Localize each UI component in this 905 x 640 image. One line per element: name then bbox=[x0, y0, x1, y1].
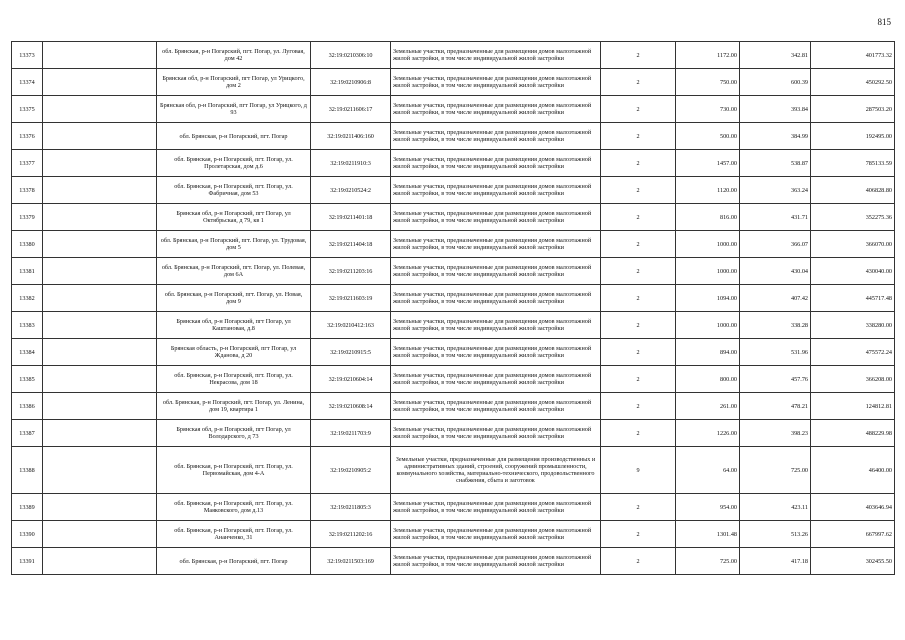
cadastral-value-cell: 366070.00 bbox=[811, 231, 895, 258]
table-row bbox=[12, 420, 895, 447]
use-group-code-cell: 2 bbox=[601, 123, 676, 150]
use-group-code-cell: 2 bbox=[601, 339, 676, 366]
table-row bbox=[12, 42, 895, 69]
area-cell: 816.00 bbox=[676, 204, 740, 231]
cadastral-value-cell: 403646.94 bbox=[811, 494, 895, 521]
cadastral-value-cell: 475572.24 bbox=[811, 339, 895, 366]
use-group-code-cell: 2 bbox=[601, 258, 676, 285]
address-cell: Брянская обл, р-н Погарский, пгт Погар, ул Урицкого, дом 2 bbox=[157, 69, 311, 96]
land-use-cell: Земельные участки, предназначенные для размещения домов малоэтажной жилой застройки, в том числе индивидуальной жилой застройки bbox=[391, 494, 601, 521]
cadastral-value-cell: 401773.32 bbox=[811, 42, 895, 69]
use-group-code-cell: 2 bbox=[601, 366, 676, 393]
blank-cell bbox=[43, 420, 157, 447]
blank-cell bbox=[43, 231, 157, 258]
specific-value-cell: 423.11 bbox=[740, 494, 811, 521]
blank-cell bbox=[43, 96, 157, 123]
area-cell: 1000.00 bbox=[676, 231, 740, 258]
cadastral-value-cell: 46400.00 bbox=[811, 447, 895, 494]
land-use-cell: Земельные участки, предназначенные для размещения домов малоэтажной жилой застройки, в том числе индивидуальной жилой застройки bbox=[391, 521, 601, 548]
cadastral-value-table bbox=[11, 41, 895, 575]
row-number-cell: 13379 bbox=[12, 204, 43, 231]
blank-cell bbox=[43, 447, 157, 494]
use-group-code-cell: 2 bbox=[601, 420, 676, 447]
area-cell: 64.00 bbox=[676, 447, 740, 494]
address-cell: Брянская обл, р-н Погарский, пгт Погар, ул Каштановая, д.8 bbox=[157, 312, 311, 339]
specific-value-cell: 513.26 bbox=[740, 521, 811, 548]
area-cell: 1457.00 bbox=[676, 150, 740, 177]
address-cell: обл. Брянская, р-н Погарский, пгт. Погар, ул. Первомайская, дом 4-А bbox=[157, 447, 311, 494]
use-group-code-cell: 2 bbox=[601, 494, 676, 521]
row-number-cell: 13385 bbox=[12, 366, 43, 393]
blank-cell bbox=[43, 150, 157, 177]
table-row bbox=[12, 96, 895, 123]
area-cell: 261.00 bbox=[676, 393, 740, 420]
area-cell: 954.00 bbox=[676, 494, 740, 521]
address-cell: обл. Брянская, р-н Погарский, пгт. Погар, ул. Луговая, дом 42 bbox=[157, 42, 311, 69]
use-group-code-cell: 2 bbox=[601, 231, 676, 258]
cadastral-value-cell: 450292.50 bbox=[811, 69, 895, 96]
use-group-code-cell: 2 bbox=[601, 96, 676, 123]
blank-cell bbox=[43, 123, 157, 150]
row-number-cell: 13383 bbox=[12, 312, 43, 339]
blank-cell bbox=[43, 366, 157, 393]
cadastral-value-cell: 192495.00 bbox=[811, 123, 895, 150]
row-number-cell: 13389 bbox=[12, 494, 43, 521]
address-cell: Брянская обл, р-н Погарский, пгт Погар, ул Володарского, д 73 bbox=[157, 420, 311, 447]
address-cell: обл. Брянская, р-н Погарский, пгт. Погар, ул. Новая, дом 9 bbox=[157, 285, 311, 312]
row-number-cell: 13390 bbox=[12, 521, 43, 548]
blank-cell bbox=[43, 177, 157, 204]
cadastral-number-cell: 32:19:0210905:2 bbox=[311, 447, 391, 494]
land-use-cell: Земельные участки, предназначенные для размещения домов малоэтажной жилой застройки, в том числе индивидуальной жилой застройки bbox=[391, 177, 601, 204]
area-cell: 1000.00 bbox=[676, 258, 740, 285]
address-cell: обл. Брянская, р-н Погарский, пгт. Погар, ул. Некрасова, дом 18 bbox=[157, 366, 311, 393]
land-use-cell: Земельные участки, предназначенные для размещения домов малоэтажной жилой застройки, в том числе индивидуальной жилой застройки bbox=[391, 393, 601, 420]
table-row bbox=[12, 258, 895, 285]
specific-value-cell: 384.99 bbox=[740, 123, 811, 150]
table-row bbox=[12, 366, 895, 393]
table-row bbox=[12, 312, 895, 339]
land-use-cell: Земельные участки, предназначенные для размещения домов малоэтажной жилой застройки, в том числе индивидуальной жилой застройки bbox=[391, 150, 601, 177]
table-row bbox=[12, 123, 895, 150]
use-group-code-cell: 9 bbox=[601, 447, 676, 494]
cadastral-number-cell: 32:19:0210524:2 bbox=[311, 177, 391, 204]
cadastral-value-cell: 124812.81 bbox=[811, 393, 895, 420]
cadastral-value-cell: 338280.00 bbox=[811, 312, 895, 339]
cadastral-value-cell: 430040.00 bbox=[811, 258, 895, 285]
table-row bbox=[12, 521, 895, 548]
address-cell: обл. Брянская, р-н Погарский, пгт. Погар, ул. Фабричная, дом 53 bbox=[157, 177, 311, 204]
address-cell: Брянская обл, р-н Погарский, пгт Погар, ул Октябрьская, д 79, кв 1 bbox=[157, 204, 311, 231]
table-row bbox=[12, 69, 895, 96]
land-use-cell: Земельные участки, предназначенные для размещения домов малоэтажной жилой застройки, в том числе индивидуальной жилой застройки bbox=[391, 285, 601, 312]
cadastral-number-cell: 32:19:0211406:160 bbox=[311, 123, 391, 150]
specific-value-cell: 407.42 bbox=[740, 285, 811, 312]
row-number-cell: 13374 bbox=[12, 69, 43, 96]
land-use-cell: Земельные участки, предназначенные для размещения домов малоэтажной жилой застройки, в том числе индивидуальной жилой застройки bbox=[391, 204, 601, 231]
address-cell: обл. Брянская, р-н Погарский, пгт. Погар, ул. Трудовая, дом 5 bbox=[157, 231, 311, 258]
specific-value-cell: 363.24 bbox=[740, 177, 811, 204]
land-use-cell: Земельные участки, предназначенные для размещения домов малоэтажной жилой застройки, в том числе индивидуальной жилой застройки bbox=[391, 42, 601, 69]
use-group-code-cell: 2 bbox=[601, 312, 676, 339]
cadastral-value-cell: 302455.50 bbox=[811, 548, 895, 575]
area-cell: 1094.00 bbox=[676, 285, 740, 312]
specific-value-cell: 342.81 bbox=[740, 42, 811, 69]
table-row bbox=[12, 548, 895, 575]
land-use-cell: Земельные участки, предназначенные для размещения домов малоэтажной жилой застройки, в том числе индивидуальной жилой застройки bbox=[391, 69, 601, 96]
table-row bbox=[12, 177, 895, 204]
land-use-cell: Земельные участки, предназначенные для размещения домов малоэтажной жилой застройки, в том числе индивидуальной жилой застройки bbox=[391, 231, 601, 258]
blank-cell bbox=[43, 339, 157, 366]
cadastral-number-cell: 32:19:0211401:18 bbox=[311, 204, 391, 231]
address-cell: обл. Брянская, р-н Погарский, пгт. Погар, ул. Маяковского, дом д.13 bbox=[157, 494, 311, 521]
land-use-cell: Земельные участки, предназначенные для размещения домов малоэтажной жилой застройки, в том числе индивидуальной жилой застройки bbox=[391, 366, 601, 393]
specific-value-cell: 538.87 bbox=[740, 150, 811, 177]
address-cell: обл. Брянская, р-н Погарский, пгт. Погар, ул. Полевая, дом 6А bbox=[157, 258, 311, 285]
area-cell: 800.00 bbox=[676, 366, 740, 393]
use-group-code-cell: 2 bbox=[601, 177, 676, 204]
page-number: 815 bbox=[877, 17, 891, 27]
land-use-cell: Земельные участки, предназначенные для размещения домов малоэтажной жилой застройки, в том числе индивидуальной жилой застройки bbox=[391, 420, 601, 447]
blank-cell bbox=[43, 494, 157, 521]
row-number-cell: 13373 bbox=[12, 42, 43, 69]
blank-cell bbox=[43, 548, 157, 575]
use-group-code-cell: 2 bbox=[601, 548, 676, 575]
blank-cell bbox=[43, 393, 157, 420]
row-number-cell: 13380 bbox=[12, 231, 43, 258]
table-row bbox=[12, 150, 895, 177]
area-cell: 1120.00 bbox=[676, 177, 740, 204]
address-cell: обл. Брянская, р-н Погарский, пгт. Погар, ул. Ленина, дом 19, квартира 1 bbox=[157, 393, 311, 420]
specific-value-cell: 531.96 bbox=[740, 339, 811, 366]
row-number-cell: 13382 bbox=[12, 285, 43, 312]
cadastral-number-cell: 32:19:0211203:16 bbox=[311, 258, 391, 285]
row-number-cell: 13391 bbox=[12, 548, 43, 575]
address-cell: обл. Брянская, р-н Погарский, пгт. Погар bbox=[157, 123, 311, 150]
cadastral-value-cell: 287503.20 bbox=[811, 96, 895, 123]
land-use-cell: Земельные участки, предназначенные для размещения домов малоэтажной жилой застройки, в том числе индивидуальной жилой застройки bbox=[391, 258, 601, 285]
cadastral-number-cell: 32:19:0211606:17 bbox=[311, 96, 391, 123]
cadastral-value-cell: 667997.62 bbox=[811, 521, 895, 548]
row-number-cell: 13378 bbox=[12, 177, 43, 204]
address-cell: Брянская область, р-н Погарский, пгт Погар, ул Жданова, д 20 bbox=[157, 339, 311, 366]
table-row bbox=[12, 393, 895, 420]
cadastral-value-cell: 445717.48 bbox=[811, 285, 895, 312]
cadastral-number-cell: 32:19:0210906:8 bbox=[311, 69, 391, 96]
use-group-code-cell: 2 bbox=[601, 42, 676, 69]
specific-value-cell: 417.18 bbox=[740, 548, 811, 575]
cadastral-value-cell: 352275.36 bbox=[811, 204, 895, 231]
specific-value-cell: 338.28 bbox=[740, 312, 811, 339]
area-cell: 1226.00 bbox=[676, 420, 740, 447]
specific-value-cell: 431.71 bbox=[740, 204, 811, 231]
cadastral-number-cell: 32:19:0210306:10 bbox=[311, 42, 391, 69]
row-number-cell: 13381 bbox=[12, 258, 43, 285]
address-cell: обл. Брянская, р-н Погарский, пгт. Погар, ул. Ананченко, 31 bbox=[157, 521, 311, 548]
row-number-cell: 13388 bbox=[12, 447, 43, 494]
land-use-cell: Земельные участки, предназначенные для размещения домов малоэтажной жилой застройки, в том числе индивидуальной жилой застройки bbox=[391, 96, 601, 123]
address-cell: обл. Брянская, р-н Погарский, пгт. Погар, ул. Пролетарская, дом д.6 bbox=[157, 150, 311, 177]
row-number-cell: 13387 bbox=[12, 420, 43, 447]
row-number-cell: 13376 bbox=[12, 123, 43, 150]
use-group-code-cell: 2 bbox=[601, 393, 676, 420]
specific-value-cell: 398.23 bbox=[740, 420, 811, 447]
blank-cell bbox=[43, 312, 157, 339]
area-cell: 750.00 bbox=[676, 69, 740, 96]
table-row bbox=[12, 285, 895, 312]
area-cell: 1301.48 bbox=[676, 521, 740, 548]
cadastral-number-cell: 32:19:0211404:18 bbox=[311, 231, 391, 258]
blank-cell bbox=[43, 42, 157, 69]
use-group-code-cell: 2 bbox=[601, 285, 676, 312]
cadastral-number-cell: 32:19:0211910:3 bbox=[311, 150, 391, 177]
area-cell: 894.00 bbox=[676, 339, 740, 366]
area-cell: 1000.00 bbox=[676, 312, 740, 339]
cadastral-number-cell: 32:19:0211503:169 bbox=[311, 548, 391, 575]
cadastral-number-cell: 32:19:0211703:9 bbox=[311, 420, 391, 447]
specific-value-cell: 725.00 bbox=[740, 447, 811, 494]
use-group-code-cell: 2 bbox=[601, 150, 676, 177]
use-group-code-cell: 2 bbox=[601, 204, 676, 231]
land-use-cell: Земельные участки, предназначенные для размещения домов малоэтажной жилой застройки, в том числе индивидуальной жилой застройки bbox=[391, 123, 601, 150]
blank-cell bbox=[43, 521, 157, 548]
use-group-code-cell: 2 bbox=[601, 69, 676, 96]
table-row bbox=[12, 231, 895, 258]
use-group-code-cell: 2 bbox=[601, 521, 676, 548]
cadastral-number-cell: 32:19:0210608:14 bbox=[311, 393, 391, 420]
specific-value-cell: 393.84 bbox=[740, 96, 811, 123]
land-use-cell: Земельные участки, предназначенные для размещения домов малоэтажной жилой застройки, в том числе индивидуальной жилой застройки bbox=[391, 548, 601, 575]
row-number-cell: 13375 bbox=[12, 96, 43, 123]
address-cell: Брянская обл, р-н Погарский, пгт Погар, ул Урицкого, д 93 bbox=[157, 96, 311, 123]
blank-cell bbox=[43, 204, 157, 231]
table-row bbox=[12, 204, 895, 231]
specific-value-cell: 430.04 bbox=[740, 258, 811, 285]
cadastral-number-cell: 32:19:0211202:16 bbox=[311, 521, 391, 548]
cadastral-value-cell: 488229.98 bbox=[811, 420, 895, 447]
specific-value-cell: 457.76 bbox=[740, 366, 811, 393]
table-row bbox=[12, 494, 895, 521]
land-use-cell: Земельные участки, предназначенные для размещения производственных и административных зданий, строений, сооружений промышленности, коммунального хозяйства, материально-технического, продовольственного снабжения, сбыта и заготовок bbox=[391, 447, 601, 494]
cadastral-value-cell: 406828.80 bbox=[811, 177, 895, 204]
cadastral-number-cell: 32:19:0210915:5 bbox=[311, 339, 391, 366]
cadastral-value-cell: 785133.59 bbox=[811, 150, 895, 177]
table-row bbox=[12, 447, 895, 494]
row-number-cell: 13386 bbox=[12, 393, 43, 420]
cadastral-number-cell: 32:19:0211603:19 bbox=[311, 285, 391, 312]
cadastral-value-cell: 366208.00 bbox=[811, 366, 895, 393]
land-use-cell: Земельные участки, предназначенные для размещения домов малоэтажной жилой застройки, в том числе индивидуальной жилой застройки bbox=[391, 339, 601, 366]
address-cell: обл. Брянская, р-н Погарский, пгт. Погар bbox=[157, 548, 311, 575]
cadastral-number-cell: 32:19:0210412:163 bbox=[311, 312, 391, 339]
specific-value-cell: 366.07 bbox=[740, 231, 811, 258]
specific-value-cell: 478.21 bbox=[740, 393, 811, 420]
cadastral-number-cell: 32:19:0210604:14 bbox=[311, 366, 391, 393]
row-number-cell: 13384 bbox=[12, 339, 43, 366]
blank-cell bbox=[43, 258, 157, 285]
land-use-cell: Земельные участки, предназначенные для размещения домов малоэтажной жилой застройки, в том числе индивидуальной жилой застройки bbox=[391, 312, 601, 339]
area-cell: 730.00 bbox=[676, 96, 740, 123]
area-cell: 1172.00 bbox=[676, 42, 740, 69]
specific-value-cell: 600.39 bbox=[740, 69, 811, 96]
cadastral-number-cell: 32:19:0211805:3 bbox=[311, 494, 391, 521]
blank-cell bbox=[43, 69, 157, 96]
table-row bbox=[12, 339, 895, 366]
row-number-cell: 13377 bbox=[12, 150, 43, 177]
area-cell: 500.00 bbox=[676, 123, 740, 150]
blank-cell bbox=[43, 285, 157, 312]
area-cell: 725.00 bbox=[676, 548, 740, 575]
